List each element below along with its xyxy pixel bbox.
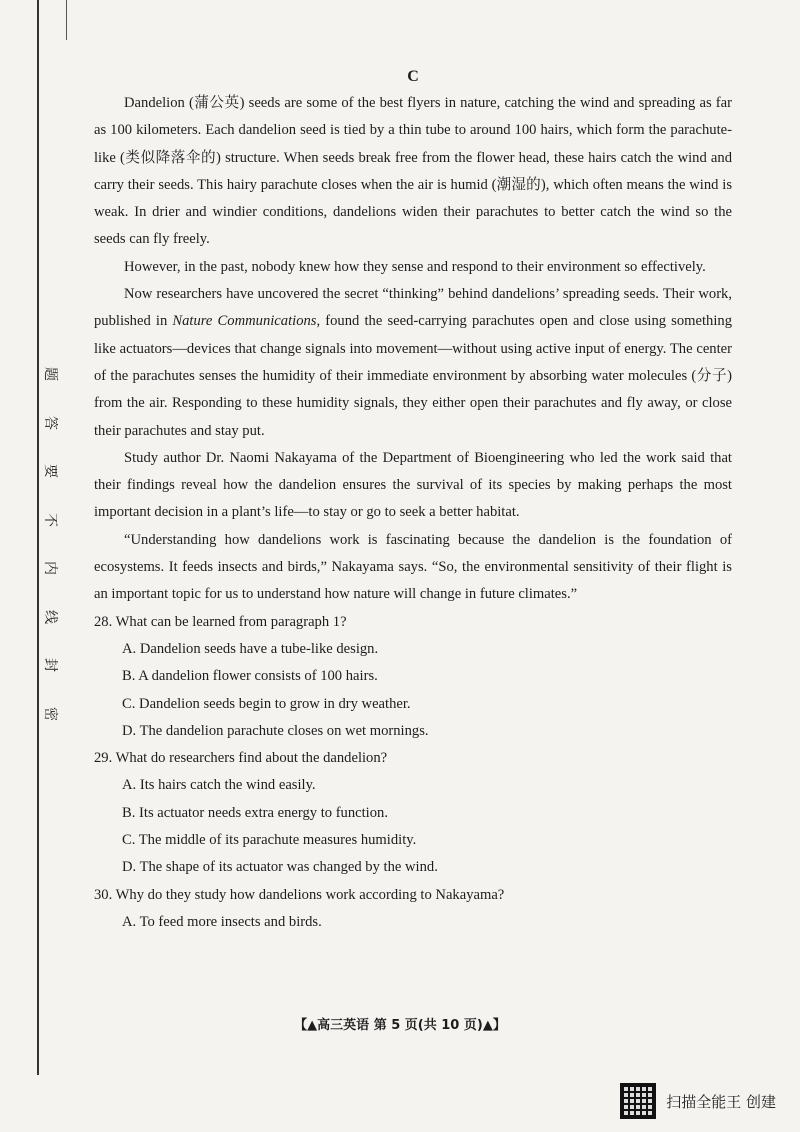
seal-char: 不 <box>42 512 58 527</box>
seal-char: 要 <box>42 464 58 479</box>
seal-char: 密 <box>42 706 58 721</box>
paragraph-1: Dandelion (蒲公英) seeds are some of the best flyers in nature, catching the wind and spreading as far as 100 kilometers. Each dandelion seed is tied by a thin tube to around 100 hairs, which form the parachute-like (类似降落伞的) structure. When seeds break free from the flower head, these hairs catch the wind and carry their seeds. This hairy parachute closes when the air is humid (潮湿的), which often means the wind is weak. In drier and windier conditions, dandelions widen their parachutes to better catch the wind so the seeds can fly freely. <box>94 95 732 248</box>
question-30-option-a[interactable]: A. To feed more insects and birds. <box>122 913 322 930</box>
margin-tick <box>66 0 67 40</box>
binding-margin-line <box>37 0 39 1075</box>
reading-passage <box>94 64 732 936</box>
question-28-option-d[interactable]: D. The dandelion parachute closes on wet mornings. <box>122 722 429 739</box>
page-footer: 【▲高三英语 第 5 页(共 10 页)▲】 <box>294 1018 506 1033</box>
seal-char: 答 <box>42 415 58 430</box>
question-29-option-c[interactable]: C. The middle of its parachute measures humidity. <box>122 832 417 849</box>
question-28-option-a[interactable]: A. Dandelion seeds have a tube-like design. <box>122 640 379 657</box>
paragraph-3-text-b: , found the seed-carrying parachutes open and close using something like actuators—devices that change signals into movement—without using active input of energy. The center of the parachutes senses the humidity of their immediate environment by absorbing water molecules (分子) from the air. Responding to these humidity signals, they either open their parachutes and fly away, or close their parachutes and stay put. <box>94 313 732 439</box>
seal-char: 题 <box>42 367 58 381</box>
question-29-option-a[interactable]: A. Its hairs catch the wind easily. <box>122 777 316 794</box>
journal-name: Nature Communications <box>172 313 317 330</box>
question-29-option-d[interactable]: D. The shape of its actuator was changed by the wind. <box>122 859 438 876</box>
paragraph-4: Study author Dr. Naomi Nakayama of the Department of Bioengineering who led the work said that their findings reveal how the dandelion ensures the survival of its species by making perhaps the most important decision in a plant’s life—to stay or go to seek a better habitat. <box>94 449 732 521</box>
section-title: C <box>407 68 419 85</box>
seal-line-text <box>40 364 62 724</box>
seal-char: 内 <box>42 561 58 576</box>
question-29-option-b[interactable]: B. Its actuator needs extra energy to function. <box>122 804 388 821</box>
paragraph-3 <box>94 281 732 445</box>
scanner-watermark <box>620 1083 776 1119</box>
watermark-text: 扫描全能王 创建 <box>666 1092 776 1111</box>
paragraph-2: However, in the past, nobody knew how they sense and respond to their environment so effectively. <box>124 258 706 275</box>
paragraph-3-text-a: Now researchers have uncovered the secret “thinking” behind dandelions’ spreading seeds. Their work, published in <box>94 286 732 330</box>
question-28-option-b[interactable]: B. A dandelion flower consists of 100 hairs. <box>122 668 378 685</box>
question-30-stem: 30. Why do they study how dandelions work according to Nakayama? <box>94 886 505 903</box>
seal-char: 封 <box>42 658 58 673</box>
qr-code-icon <box>620 1083 656 1119</box>
question-29-stem: 29. What do researchers find about the dandelion? <box>94 750 388 767</box>
seal-char: 线 <box>42 609 58 624</box>
paragraph-5: “Understanding how dandelions work is fascinating because the dandelion is the foundation of ecosystems. It feeds insects and birds,” Nakayama says. “So, the environmental sensitivity of their flight is an important topic for us to understand how nature will change in future climates.” <box>94 531 732 603</box>
question-28-option-c[interactable]: C. Dandelion seeds begin to grow in dry weather. <box>122 695 411 712</box>
question-28-stem: 28. What can be learned from paragraph 1? <box>94 613 347 630</box>
